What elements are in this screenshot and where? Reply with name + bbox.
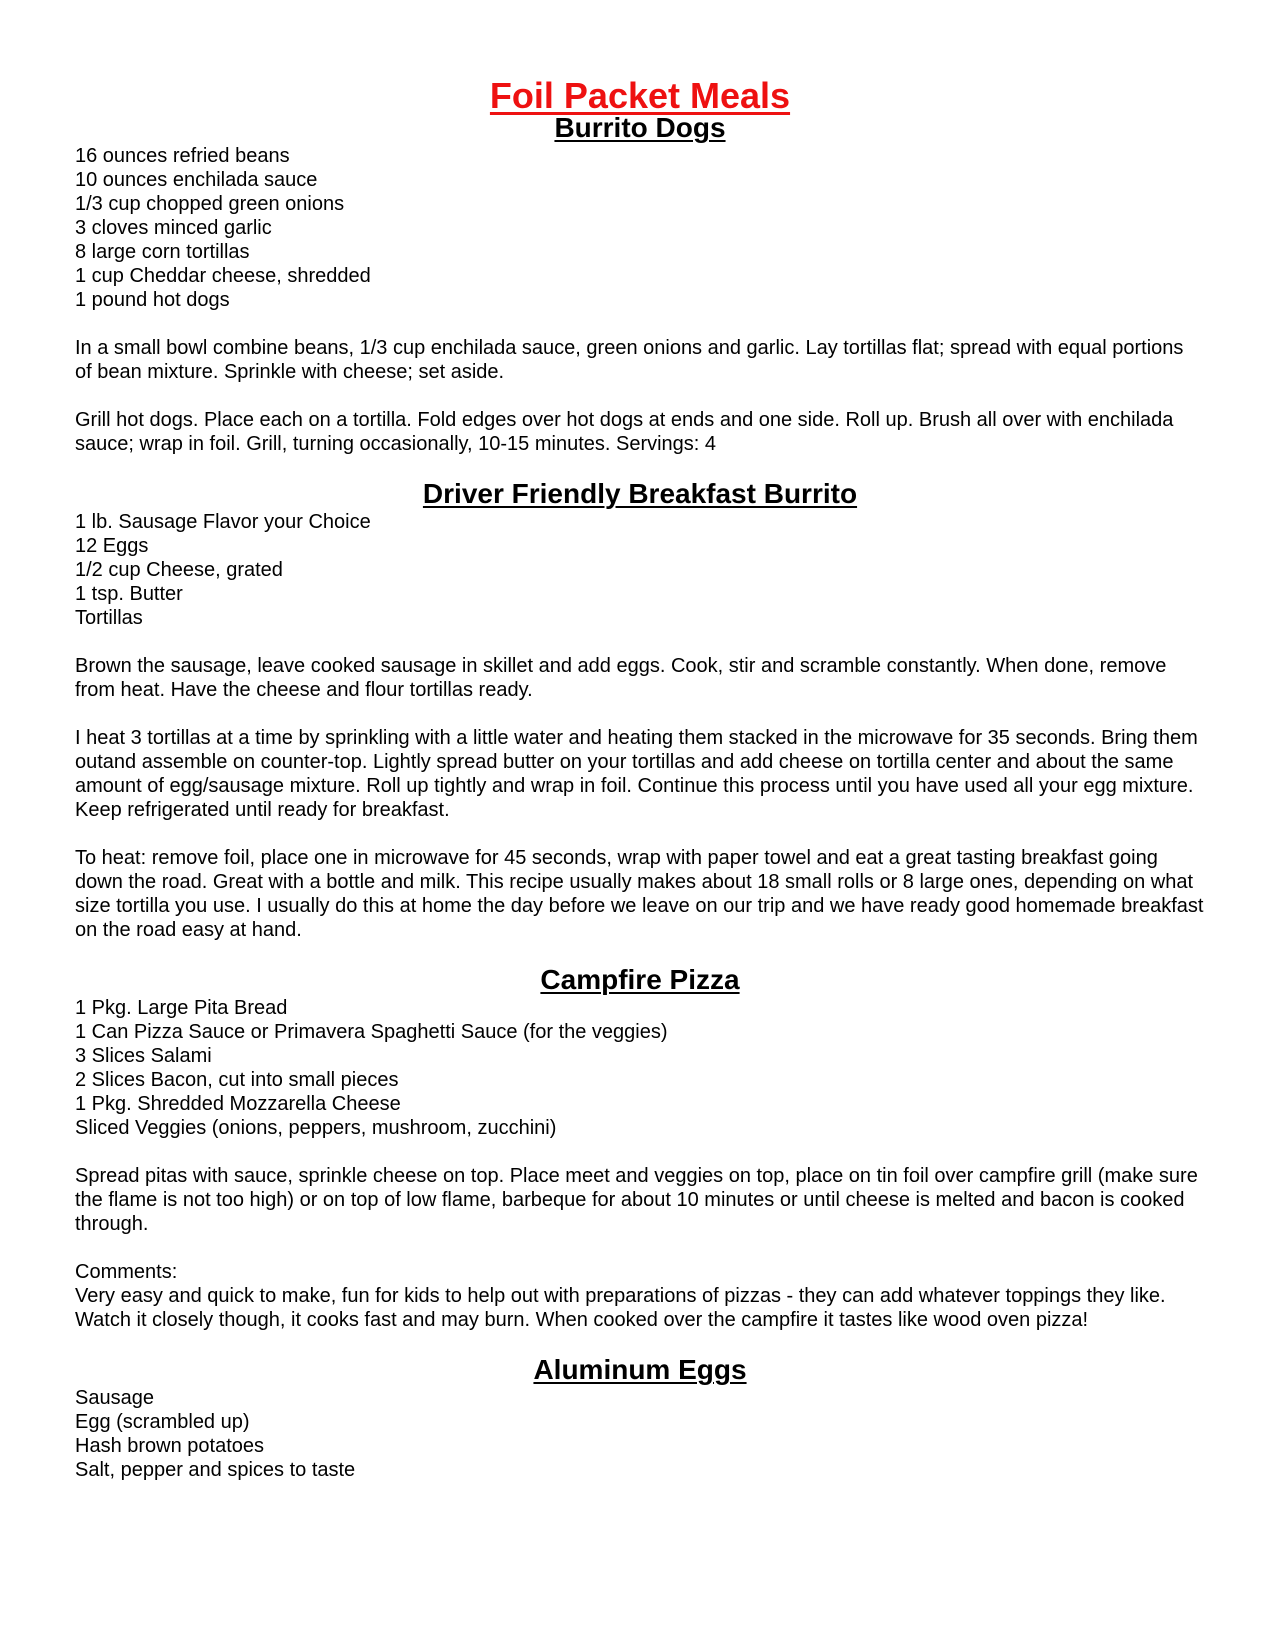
ingredient-list bbox=[75, 144, 1205, 312]
ingredient-item: Sausage bbox=[75, 1387, 154, 1409]
ingredient-item: 2 Slices Bacon, cut into small pieces bbox=[75, 1069, 399, 1091]
ingredient-list bbox=[75, 1386, 1205, 1482]
recipe-title: Burrito Dogs bbox=[554, 112, 726, 143]
instruction-paragraph: To heat: remove foil, place one in microwave for 45 seconds, wrap with paper towel and eat a great tasting breakfast going down the road. Great with a bottle and milk. This recipe usually makes about 18 small rolls or 8 large ones, depending on what size tortilla you use. I usually do this at home the day before we leave on our trip and we have ready good homemade breakfast on the road easy at hand. bbox=[75, 847, 1204, 941]
ingredient-item: 16 ounces refried beans bbox=[75, 145, 290, 167]
ingredient-item: Sliced Veggies (onions, peppers, mushroom, zucchini) bbox=[75, 1117, 557, 1139]
instruction-paragraph: I heat 3 tortillas at a time by sprinkling with a little water and heating them stacked in the microwave for 35 seconds. Bring them outand assemble on counter-top. Lightly spread butter on your tortillas and add cheese on tortilla center and about the same amount of egg/sausage mixture. Roll up tightly and wrap in foil. Continue this process until you have used all your egg mixture. Keep refrigerated until ready for breakfast. bbox=[75, 727, 1198, 821]
ingredient-item: 3 cloves minced garlic bbox=[75, 217, 272, 239]
recipe-breakfast-burrito bbox=[75, 478, 1205, 942]
ingredient-item: 1 Pkg. Shredded Mozzarella Cheese bbox=[75, 1093, 401, 1115]
ingredient-item: 1 Pkg. Large Pita Bread bbox=[75, 997, 288, 1019]
ingredient-item: Salt, pepper and spices to taste bbox=[75, 1459, 356, 1481]
recipe-campfire-pizza bbox=[75, 964, 1205, 1332]
ingredient-item: 1 tsp. Butter bbox=[75, 583, 183, 605]
ingredient-item: Hash brown potatoes bbox=[75, 1435, 265, 1457]
ingredient-item: 8 large corn tortillas bbox=[75, 241, 250, 263]
ingredient-item: 10 ounces enchilada sauce bbox=[75, 169, 318, 191]
recipe-title: Driver Friendly Breakfast Burrito bbox=[422, 478, 858, 509]
ingredient-item: 1/2 cup Cheese, grated bbox=[75, 559, 283, 581]
ingredient-list bbox=[75, 510, 1205, 630]
instruction-paragraph: Brown the sausage, leave cooked sausage in skillet and add eggs. Cook, stir and scramble constantly. When done, remove from heat. Have the cheese and flour tortillas ready. bbox=[75, 655, 1167, 701]
ingredient-list bbox=[75, 996, 1205, 1140]
document-page bbox=[75, 76, 1205, 1482]
comments-text: Very easy and quick to make, fun for kids to help out with preparations of pizzas - they can add whatever toppings they like. Watch it closely though, it cooks fast and may burn. When cooked over the campfire it tastes like wood oven pizza! bbox=[75, 1285, 1166, 1331]
ingredient-item: 1/3 cup chopped green onions bbox=[75, 193, 345, 215]
ingredient-item: Egg (scrambled up) bbox=[75, 1411, 250, 1433]
document-title: Foil Packet Meals bbox=[489, 75, 791, 116]
instruction-paragraph: In a small bowl combine beans, 1/3 cup enchilada sauce, green onions and garlic. Lay tortillas flat; spread with equal portions of bean mixture. Sprinkle with cheese; set aside. bbox=[75, 337, 1184, 383]
recipe-title: Aluminum Eggs bbox=[533, 1354, 747, 1385]
instruction-paragraph: Spread pitas with sauce, sprinkle cheese on top. Place meet and veggies on top, place on tin foil over campfire grill (make sure the flame is not too high) or on top of low flame, barbeque for about 10 minutes or until cheese is melted and bacon is cooked through. bbox=[75, 1165, 1198, 1235]
comments-label: Comments: bbox=[75, 1261, 178, 1283]
recipe-aluminum-eggs bbox=[75, 1354, 1205, 1482]
ingredient-item: 1 Can Pizza Sauce or Primavera Spaghetti Sauce (for the veggies) bbox=[75, 1021, 668, 1043]
ingredient-item: 1 lb. Sausage Flavor your Choice bbox=[75, 511, 371, 533]
recipe-burrito-dogs bbox=[75, 112, 1205, 456]
comments-block bbox=[75, 1260, 1205, 1332]
recipe-title: Campfire Pizza bbox=[540, 964, 740, 995]
ingredient-item: 12 Eggs bbox=[75, 535, 149, 557]
ingredient-item: 3 Slices Salami bbox=[75, 1045, 212, 1067]
instruction-paragraph: Grill hot dogs. Place each on a tortilla. Fold edges over hot dogs at ends and one side. Roll up. Brush all over with enchilada sauce; wrap in foil. Grill, turning occasionally, 10-15 minutes. Servings: 4 bbox=[75, 409, 1174, 455]
ingredient-item: 1 cup Cheddar cheese, shredded bbox=[75, 265, 371, 287]
ingredient-item: 1 pound hot dogs bbox=[75, 289, 230, 311]
ingredient-item: Tortillas bbox=[75, 607, 143, 629]
